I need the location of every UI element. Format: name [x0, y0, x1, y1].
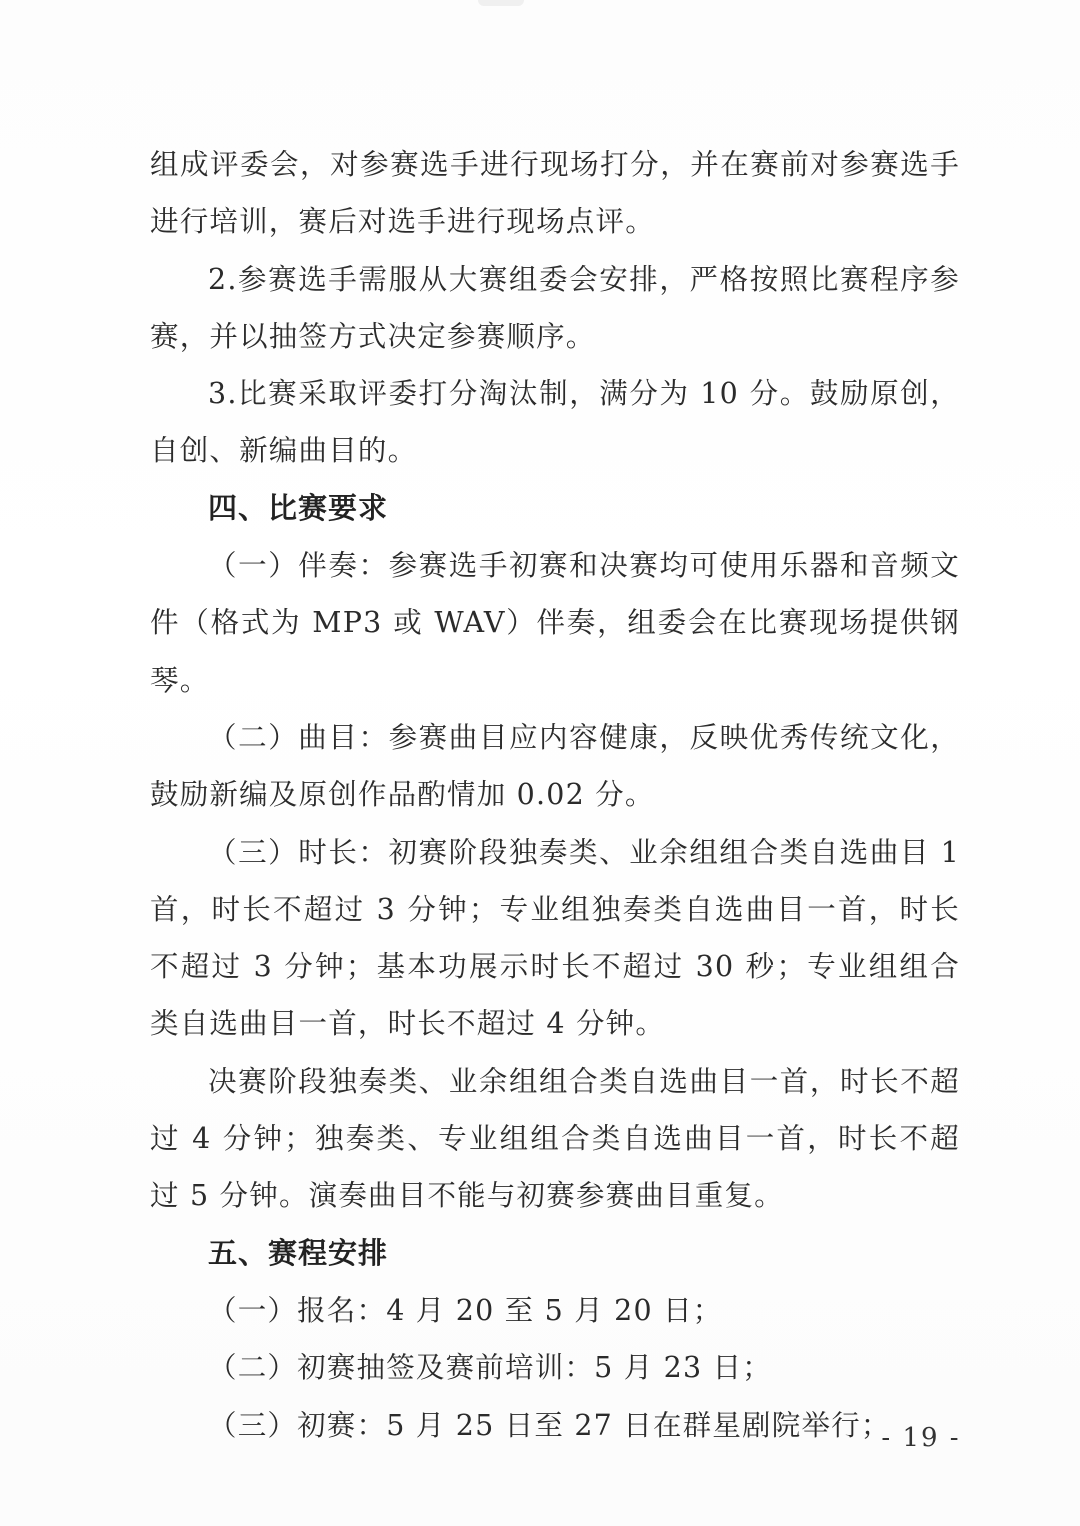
paragraph-continuation: 组成评委会，对参赛选手进行现场打分，并在赛前对参赛选手进行培训，赛后对选手进行现场点评。 [150, 148, 960, 239]
paragraph-draw-training: （二）初赛抽签及赛前培训：5 月 23 日； [208, 1351, 772, 1385]
paragraph-duration-preliminary: （三）时长：初赛阶段独奏类、业余组组合类自选曲目 1 首，时长不超过 3 分钟；专业组独奏类自选曲目一首，时长不超过 3 分钟；基本功展示时长不超过 30 秒；专业组组合类自选曲目一首，时长不超过 4 分钟。 [150, 835, 960, 1041]
paragraph-repertoire: （二）曲目：参赛曲目应内容健康，反映优秀传统文化，鼓励新编及原创作品酌情加 0.02 分。 [150, 720, 960, 812]
paragraph-registration: （一）报名：4 月 20 至 5 月 20 日； [208, 1293, 723, 1327]
paragraph-item-2: 2.参赛选手需服从大赛组委会安排，严格按照比赛程序参赛，并以抽签方式决定参赛顺序。 [150, 262, 960, 353]
section-heading-4: 四、比赛要求 [208, 490, 389, 525]
document-body [150, 136, 960, 1454]
paragraph-duration-final: 决赛阶段独奏类、业余组组合类自选曲目一首，时长不超过 4 分钟；独奏类、专业组组合类自选曲目一首，时长不超过 5 分钟。演奏曲目不能与初赛参赛曲目重复。 [150, 1064, 960, 1213]
paragraph-accompaniment: （一）伴奏：参赛选手初赛和决赛均可使用乐器和音频文件（格式为 MP3 或 WAV）伴奏，组委会在比赛现场提供钢琴。 [150, 549, 960, 697]
section-heading-5: 五、赛程安排 [208, 1235, 389, 1270]
scan-artifact [478, 0, 524, 6]
page-number: - 19 - [881, 1423, 961, 1453]
paragraph-preliminary: （三）初赛：5 月 25 日至 27 日在群星剧院举行； [208, 1408, 891, 1442]
paragraph-item-3: 3.比赛采取评委打分淘汰制，满分为 10 分。鼓励原创，自创、新编曲目的。 [150, 377, 960, 468]
